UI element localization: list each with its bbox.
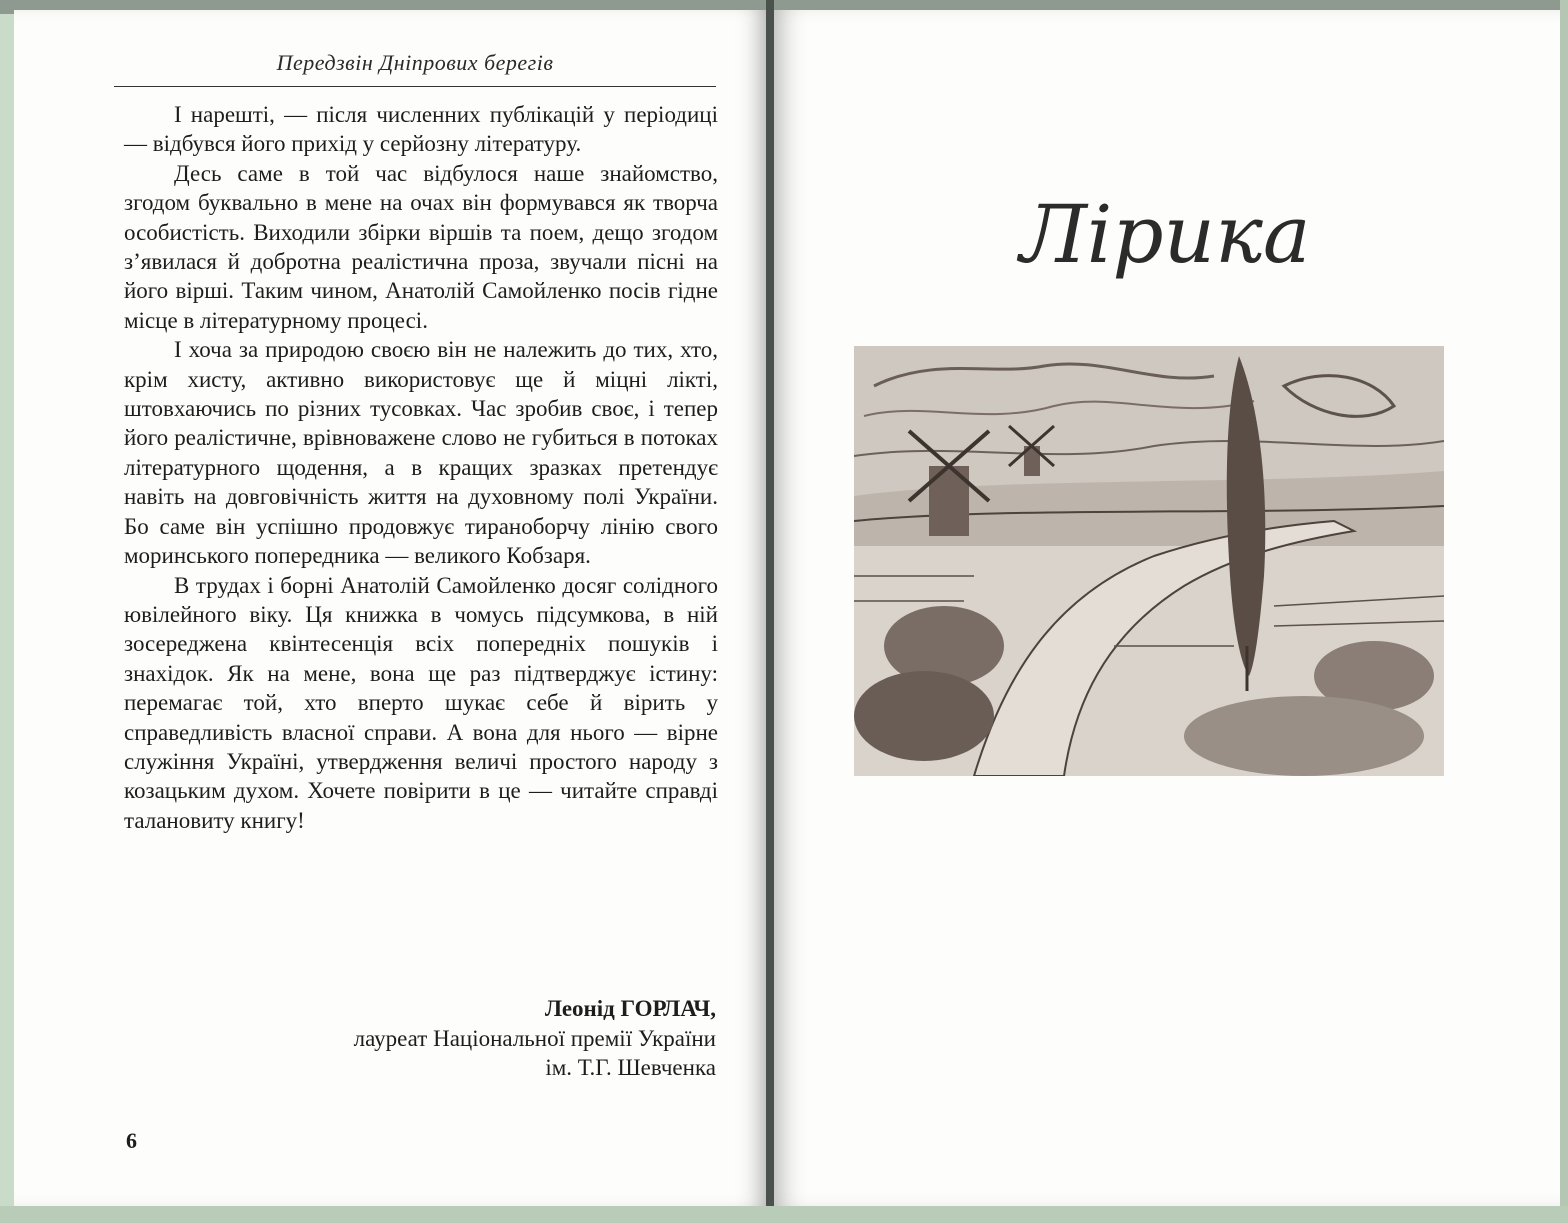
paragraph: В трудах і борні Анатолій Самойленко досяг солідного ювілейного віку. Ця книжка в чомусь підсумкова, в ній зосереджена квінтесенція всіх попередніх пошуків і знахідок. Як на мене, вона ще раз підтверджує істину: перемагає той, хто вперто шукає себе й вірить у справедливість власної справи. А вона для нього — вірне служіння Україні, утвердження величі простого народу з козацьким духом. Хочете повірити в це — читайте справді талановиту книгу! (124, 572, 718, 833)
book-right-edge (1560, 0, 1568, 1223)
landscape-illustration (854, 346, 1444, 776)
signature-block (200, 994, 716, 1083)
body-text (124, 100, 718, 835)
section-title: Лірика (1020, 188, 1311, 281)
paragraph: І нарешті, — після численних публікацій у періодиці — відбувся його прихід у серйозну літературу. (124, 102, 718, 157)
author-title: лауреат Національної премії України (353, 1025, 716, 1051)
book-bottom-edge (0, 1206, 1568, 1223)
landscape-sketch (854, 346, 1444, 776)
book-gutter (766, 0, 774, 1223)
page-number: 6 (126, 1128, 137, 1153)
running-head: Передзвін Дніпрових берегів (276, 50, 554, 75)
paragraph: Десь саме в той час відбулося наше знайомство, згодом буквально в мене на очах він формувався як творча особистість. Виходили збірки віршів та поем, дещо згодом з’явилася й добротна реалістична проза, звучали пісні на його вірші. Таким чином, Анатолій Самойленко посів гідне місце в літературному процесі. (124, 160, 718, 333)
running-head-rule (114, 86, 716, 87)
author-title-line2: ім. Т.Г. Шевченка (545, 1055, 716, 1080)
author-name: Леонід ГОРЛАЧ, (544, 996, 716, 1021)
paragraph: І хоча за природою своєю він не належить до тих, хто, крім хисту, активно використовує ще й міцні лікті, штовхаючись по різних тусовках. Час зробив своє, і тепер його реалістичне, врівноважене слово не губиться в потоках літературного щодення, а в кращих зразках претендує навіть на довговічність життя на духовному полі України. Бо саме він успішно продовжує тираноборчу лінію свого моринського попередника — великого Кобзаря. (124, 337, 718, 569)
